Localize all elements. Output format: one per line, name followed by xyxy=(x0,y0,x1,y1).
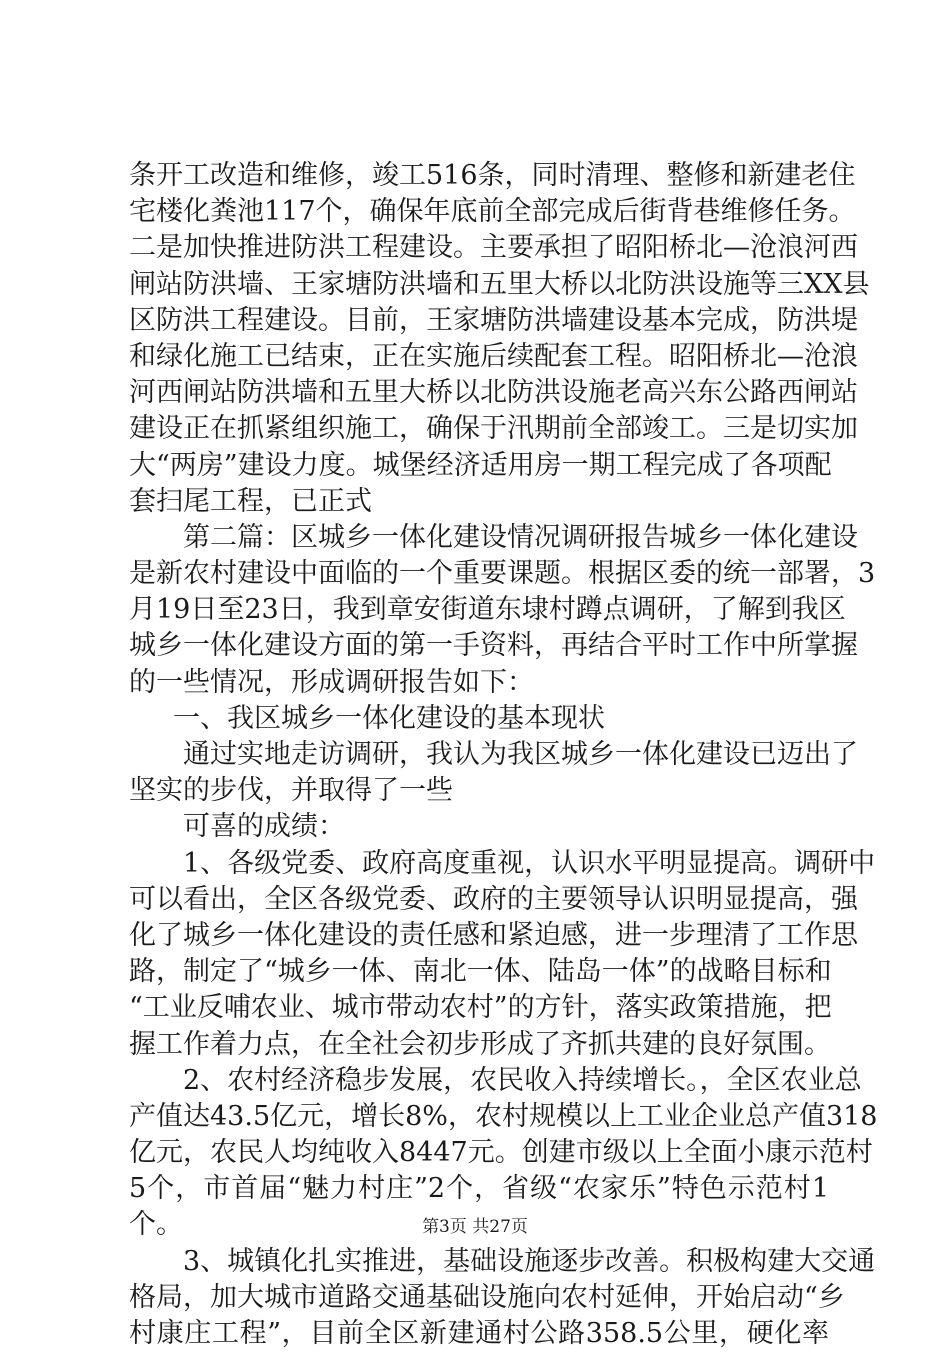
text-line: 产值达43.5亿元，增长8%，农村规模以上工业企业总产值318 xyxy=(129,1100,878,1132)
text-line: 的一些情况，形成调研报告如下： xyxy=(129,666,534,698)
document-body xyxy=(129,158,878,1352)
text-line: 月19日至23日，我到章安街道东埭村蹲点调研，了解到我区 xyxy=(129,594,846,626)
subheading-line: 一、我区城乡一体化建设的基本现状 xyxy=(173,702,605,734)
text-line: 和绿化施工已结束，正在实施后续配套工程。昭阳桥北—沧浪 xyxy=(129,340,858,372)
text-line: 闸站防洪墙、王家塘防洪墙和五里大桥以北防洪设施等三XX县 xyxy=(129,268,870,300)
page-number-footer: 第3页 共27页 xyxy=(422,1217,528,1237)
text-line: 可喜的成绩： xyxy=(183,811,345,843)
text-line: 城乡一体化建设方面的第一手资料，再结合平时工作中所掌握 xyxy=(129,630,858,662)
text-line: 是新农村建设中面临的一个重要课题。根据区委的统一部署，3 xyxy=(129,558,876,590)
text-line: 2、农村经济稳步发展，农民收入持续增长。，全区农业总 xyxy=(183,1064,862,1096)
text-line: 亿元，农民人均纯收入8447元。创建市级以上全面小康示范村 xyxy=(129,1137,873,1169)
text-line: 区防洪工程建设。目前，王家塘防洪墙建设基本完成，防洪堤 xyxy=(129,304,858,336)
text-line: 1、各级党委、政府高度重视，认识水平明显提高。调研中 xyxy=(183,847,876,879)
text-line: 格局，加大城市道路交通基础设施向农村延伸，开始启动“乡 xyxy=(129,1281,845,1313)
text-line: 建设正在抓紧组织施工，确保于汛期前全部竣工。三是切实加 xyxy=(129,413,858,445)
text-line: 个。 xyxy=(129,1209,183,1241)
section-heading-line: 第二篇：区城乡一体化建设情况调研报告城乡一体化建设 xyxy=(183,521,858,553)
text-line: 二是加快推进防洪工程建设。主要承担了昭阳桥北—沧浪河西 xyxy=(129,232,858,264)
text-line: 通过实地走访调研，我认为我区城乡一体化建设已迈出了 xyxy=(183,739,858,770)
text-line: 3、城镇化扎实推进，基础设施逐步改善。积极构建大交通 xyxy=(183,1245,876,1277)
text-line: 握工作着力点，在全社会初步形成了齐抓共建的良好氛围。 xyxy=(129,1028,831,1060)
text-line: 大“两房”建设力度。城堡经济适用房一期工程完成了各项配 xyxy=(129,449,832,481)
text-line: 路，制定了“城乡一体、南北一体、陆岛一体”的战略目标和 xyxy=(129,956,832,988)
text-line: 5个，市首届“魅力村庄”2个，省级“农家乐”特色示范村1 xyxy=(129,1173,829,1205)
text-line: 村康庄工程”，目前全区新建通村公路358.5公里，硬化率 xyxy=(129,1318,829,1349)
text-line: 化了城乡一体化建设的责任感和紧迫感，进一步理清了工作思 xyxy=(129,919,858,951)
text-line: 条开工改造和维修，竣工516条，同时清理、整修和新建老住 xyxy=(129,160,856,191)
text-line: 宅楼化粪池117个，确保年底前全部完成后街背巷维修任务。 xyxy=(129,196,856,228)
text-line: 河西闸站防洪墙和五里大桥以北防洪设施老高兴东公路西闸站 xyxy=(129,377,858,409)
text-line: 坚实的步伐，并取得了一些 xyxy=(129,775,453,807)
text-line: 可以看出，全区各级党委、政府的主要领导认识明显提高，强 xyxy=(129,883,858,915)
text-line: “工业反哺农业、城市带动农村”的方针，落实政策措施，把 xyxy=(129,992,832,1024)
text-line: 套扫尾工程，已正式 xyxy=(129,485,372,517)
